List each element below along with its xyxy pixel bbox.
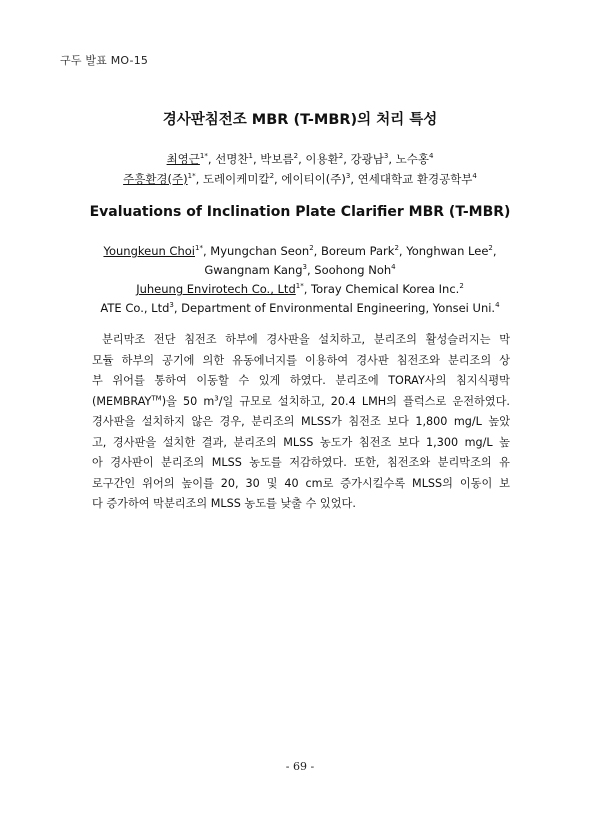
abstract-text: /일 규모로 설치하고, 20.4 LMH의 플럭스로 운전하였다. <box>218 394 510 408</box>
separator: , <box>303 282 312 296</box>
author-name: 선명찬 <box>215 152 249 166</box>
korean-title: 경사판침전조 MBR (T-MBR)의 처리 특성 <box>162 112 438 128</box>
abstract-line: 모듈 하부의 공기에 의한 유동에너지를 이용하여 경사판 침전조와 분리조의 상 <box>92 353 510 367</box>
abstract-body <box>92 330 510 515</box>
author-name: Soohong Noh <box>314 263 392 277</box>
abstract-text: )을 50 m <box>161 394 215 408</box>
abstract-line <box>92 392 510 413</box>
author-name: Youngkeun Choi <box>103 244 195 258</box>
separator: , <box>313 244 321 258</box>
english-affiliations-line-1 <box>0 280 600 299</box>
author-name: 연세대학교 환경공학부 <box>357 172 473 186</box>
separator: , <box>350 172 358 186</box>
author-name: 강광남 <box>350 152 384 166</box>
affiliation-marker: 2 <box>269 172 275 181</box>
separator: , <box>274 172 282 186</box>
separator: , <box>195 172 203 186</box>
page-number: - 69 - <box>285 760 315 773</box>
affiliation-marker: 3 <box>169 301 174 310</box>
superscript: TM <box>151 393 162 402</box>
separator: , <box>173 301 182 315</box>
affiliation-marker: 3 <box>302 263 307 272</box>
english-authors-line-2 <box>0 261 600 280</box>
english-title: Evaluations of Inclination Plate Clarifier MBR (T-MBR) <box>89 204 511 220</box>
author-name: 노수홍 <box>395 152 429 166</box>
affiliation-marker: 1* <box>295 282 304 291</box>
affiliation-marker: 3 <box>383 152 389 161</box>
separator: , <box>306 263 315 277</box>
affiliation-marker: 2 <box>309 244 314 253</box>
author-name: Toray Chemical Korea Inc. <box>311 282 460 296</box>
affiliation-marker: 2 <box>459 282 464 291</box>
affiliation-marker: 4 <box>428 152 434 161</box>
author-name: Gwangnam Kang <box>204 263 303 277</box>
abstract-line: 로구간인 위어의 높이를 20, 30 및 40 cm로 증가시킬수록 MLSS의 이동이 보 <box>92 476 510 490</box>
affiliation-marker: 2 <box>338 152 344 161</box>
affiliation-marker: 2 <box>394 244 399 253</box>
author-name: ATE Co., Ltd <box>100 301 170 315</box>
author-name: 주흥환경(주) <box>123 172 188 186</box>
author-name: Department of Environmental Engineering, Yonsei Uni. <box>181 301 496 315</box>
affiliation-marker: 4 <box>495 301 500 310</box>
english-authors-block <box>0 242 600 318</box>
author-name: 박보름 <box>260 152 294 166</box>
separator: , <box>202 244 211 258</box>
abstract-line: 분리막조 전단 침전조 하부에 경사판을 설치하고, 분리조의 활성슬러지는 막 <box>102 333 510 346</box>
english-authors-line-1 <box>0 242 600 261</box>
author-name: 도레이케미칼 <box>202 172 270 186</box>
separator: , <box>343 152 351 166</box>
author-name: Yonghwan Lee <box>406 244 489 258</box>
separator: , <box>388 152 396 166</box>
author-name: Myungchan Seon <box>210 244 310 258</box>
author-name: 에이티이(주) <box>281 172 346 186</box>
korean-affiliations-line <box>0 169 600 189</box>
abstract-line: 다 증가하여 막분리조의 MLSS 농도를 낮출 수 있었다. <box>92 497 356 510</box>
abstract-text: (MEMBRAY <box>92 394 152 408</box>
separator: , <box>492 244 497 258</box>
separator: , <box>298 152 306 166</box>
author-name: Juheung Envirotech Co., Ltd <box>136 282 296 296</box>
korean-authors-line <box>0 149 600 169</box>
affiliation-marker: 1* <box>187 172 196 181</box>
abstract-line: 고, 경사판을 설치한 결과, 분리조의 MLSS 농도가 침전조 보다 1,300 mg/L 높 <box>92 435 510 449</box>
author-name: 이용환 <box>305 152 339 166</box>
session-tag: 구두 발표 MO-15 <box>60 54 149 67</box>
separator: , <box>252 152 261 166</box>
affiliation-marker: 1* <box>199 152 208 161</box>
abstract-line: 부 위어를 통하여 이동할 수 있게 하였다. 분리조에 TORAY사의 침지식평막 <box>92 374 510 387</box>
affiliation-marker: 2 <box>293 152 299 161</box>
abstract-line: 아 경사판이 분리조의 MLSS 농도를 저감하였다. 또한, 침전조와 분리막조의 유 <box>92 456 510 469</box>
superscript: 3 <box>214 393 219 402</box>
affiliation-marker: 2 <box>488 244 493 253</box>
affiliation-marker: 3 <box>345 172 351 181</box>
english-affiliations-line-2 <box>0 299 600 318</box>
affiliation-marker: 1 <box>248 152 253 161</box>
separator: , <box>207 152 216 166</box>
separator: , <box>398 244 407 258</box>
affiliation-marker: 1* <box>194 244 203 253</box>
author-name: 최영근 <box>166 152 200 166</box>
author-name: Boreum Park <box>320 244 395 258</box>
affiliation-marker: 4 <box>472 172 477 181</box>
abstract-line: 경사판을 설치하지 않은 경우, 분리조의 MLSS가 침전조 보다 1,800 mg/L 높았 <box>92 415 510 428</box>
korean-authors-block <box>0 149 600 189</box>
affiliation-marker: 4 <box>391 263 396 272</box>
